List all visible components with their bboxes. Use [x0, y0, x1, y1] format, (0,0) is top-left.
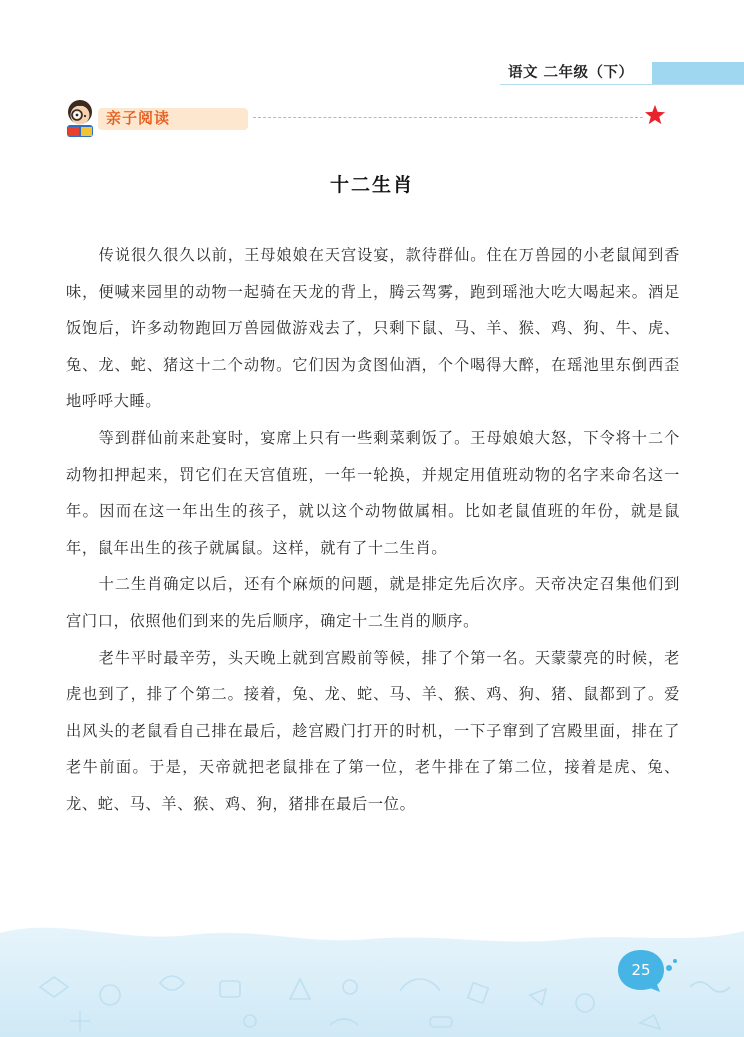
header-accent-bar	[652, 62, 744, 84]
article-body	[66, 237, 680, 823]
page-header	[500, 62, 744, 84]
section-label: 亲子阅读	[106, 109, 171, 127]
section-heading	[58, 96, 678, 140]
subject-grade-label: 语文 二年级（下）	[508, 65, 634, 81]
article-title: 十二生肖	[329, 174, 414, 196]
paragraph: 等到群仙前来赴宴时，宴席上只有一些剩菜剩饭了。王母娘娘大怒，下令将十二个动物扣押起来，罚它们在天宫值班，一年一轮换，并规定用值班动物的名字来命名这一年。因而在这一年出生的孩子，就以这个动物做属相。比如老鼠值班的年份，就是鼠年，鼠年出生的孩子就属鼠。这样，就有了十二生肖。	[66, 428, 680, 557]
paragraph: 传说很久很久以前，王母娘娘在天宫设宴，款待群仙。住在万兽园的小老鼠闻到香味，便喊来园里的动物一起骑在天龙的背上，腾云驾雾，跑到瑶池大吃大喝起来。酒足饭饱后，许多动物跑回万兽园做游戏去了，只剩下鼠、马、羊、猴、鸡、狗、牛、虎、兔、龙、蛇、猪这十二个动物。它们因为贪图仙酒，个个喝得大醉，在瑶池里东倒西歪地呼呼大睡。	[66, 246, 680, 411]
header-divider	[500, 84, 744, 85]
paragraph: 十二生肖确定以后，还有个麻烦的问题，就是排定先后次序。天帝决定召集他们到宫门口，依照他们到来的先后顺序，确定十二生肖的顺序。	[66, 575, 680, 630]
reading-kid-icon	[58, 96, 110, 140]
section-dashed-rule	[253, 117, 643, 118]
star-icon	[644, 104, 666, 126]
page-number: 25	[631, 961, 651, 979]
paragraph: 老牛平时最辛劳，头天晚上就到宫殿前等候，排了个第一名。天蒙蒙亮的时候，老虎也到了，排了个第二。接着，兔、龙、蛇、马、羊、猴、鸡、狗、猪、鼠都到了。爱出风头的老鼠看自己排在最后，趁宫殿门打开的时机，一下子窜到了宫殿里面，排在了老牛前面。于是，天帝就把老鼠排在了第一位，老牛排在了第二位，接着是虎、兔、龙、蛇、马、羊、猴、鸡、狗，猪排在最后一位。	[66, 648, 680, 813]
